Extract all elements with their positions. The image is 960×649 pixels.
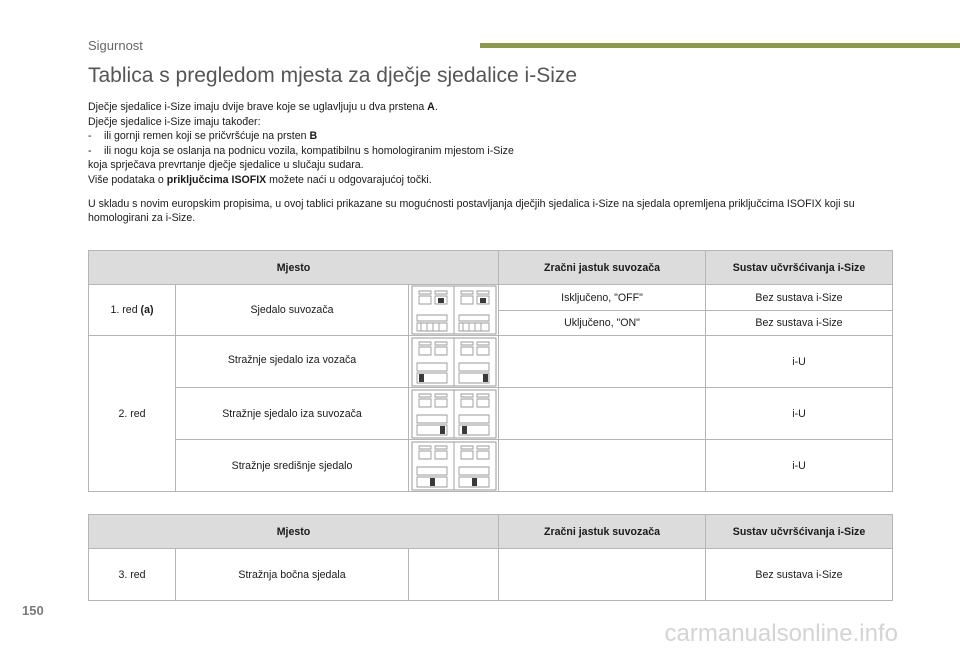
table-row: [89, 388, 893, 440]
col-header-system: Sustav učvršćivanja i-Size: [706, 515, 893, 549]
row-label-1st: 1. red (a): [89, 285, 176, 336]
seat-icon-cell-empty: [409, 549, 499, 601]
seat-diagram-rear-left-icon: [411, 337, 497, 387]
seat-name: Stražnje sjedalo iza vozača: [176, 336, 409, 388]
seat-diagram-rear-right-icon: [411, 389, 497, 439]
seat-name: Stražnja bočna sjedala: [176, 549, 409, 601]
seat-name: Stražnje sjedalo iza suvozača: [176, 388, 409, 440]
intro-bullet-1: - ili gornji remen koji se pričvršćuje na prsten B: [88, 130, 318, 143]
intro-bullet-2: - ili nogu koja se oslanja na podnicu vozila, kompatibilnu s homologiranim mjestom i-Size: [88, 144, 514, 157]
airbag-status-on: Uključeno, "ON": [499, 311, 706, 336]
seat-icon-cell: [409, 285, 499, 336]
table-row: [89, 336, 893, 388]
airbag-status: [499, 388, 706, 440]
ring-a-label: A: [427, 101, 435, 113]
row-label-2nd: 2. red: [89, 336, 176, 492]
intro-line-2: Dječje sjedalice i-Size imaju također:: [88, 115, 261, 128]
isize-system-value: i-U: [706, 336, 893, 388]
watermark: carmanualsonline.info: [664, 620, 898, 647]
isize-system-value: Bez sustava i-Size: [706, 285, 893, 311]
airbag-status: [499, 336, 706, 388]
isize-system-value: Bez sustava i-Size: [706, 549, 893, 601]
page-title: Tablica s pregledom mjesta za dječje sjedalice i-Size: [88, 64, 578, 87]
isize-table-1: [88, 250, 893, 492]
intro-line-1: Dječje sjedalice i-Size imaju dvije brave koje se uglavljuju u dva prstena A.: [88, 101, 438, 113]
seat-diagram-front-passenger-icon: [411, 285, 497, 335]
isize-system-value: i-U: [706, 440, 893, 492]
col-header-position: Mjesto: [89, 515, 499, 549]
airbag-status-off: Isključeno, "OFF": [499, 285, 706, 311]
isofix-link-text: priključcima ISOFIX: [166, 173, 267, 186]
airbag-status: [499, 440, 706, 492]
section-accent-bar: [480, 43, 960, 48]
intro-paragraph-2: U skladu s novim europskim propisima, u ovoj tablici prikazane su mogućnosti postavljanja dječjih sjedalica i-Size na sjedala opremljena priključcima ISOFIX koji su homologirani za i-Size.: [88, 197, 855, 225]
seat-diagram-rear-center-icon: [411, 441, 497, 491]
ring-b-label: B: [309, 130, 318, 143]
col-header-airbag: Zračni jastuk suvozača: [499, 251, 706, 285]
seat-name: Sjedalo suvozača: [176, 285, 409, 336]
table-row: [89, 440, 893, 492]
table-header-row: [89, 515, 893, 549]
table-row: [89, 285, 893, 311]
col-header-position: Mjesto: [89, 251, 499, 285]
intro-text: [88, 100, 898, 226]
isize-system-value: Bez sustava i-Size: [706, 311, 893, 336]
isize-table-2: [88, 514, 893, 601]
seat-icon-cell: [409, 388, 499, 440]
seat-name: Stražnje središnje sjedalo: [176, 440, 409, 492]
intro-line-6: Više podataka o priključcima ISOFIX možete naći u odgovarajućoj točki.: [88, 173, 432, 186]
isize-system-value: i-U: [706, 388, 893, 440]
airbag-status: [499, 549, 706, 601]
section-label: Sigurnost: [88, 38, 143, 53]
table-header-row: [89, 251, 893, 285]
seat-icon-cell: [409, 336, 499, 388]
col-header-airbag: Zračni jastuk suvozača: [499, 515, 706, 549]
page-number: 150: [22, 603, 44, 618]
intro-line-5: koja sprječava prevrtanje dječje sjedalice u slučaju sudara.: [88, 159, 364, 172]
col-header-system: Sustav učvršćivanja i-Size: [706, 251, 893, 285]
row-label-3rd: 3. red: [89, 549, 176, 601]
table-row: [89, 549, 893, 601]
seat-icon-cell: [409, 440, 499, 492]
